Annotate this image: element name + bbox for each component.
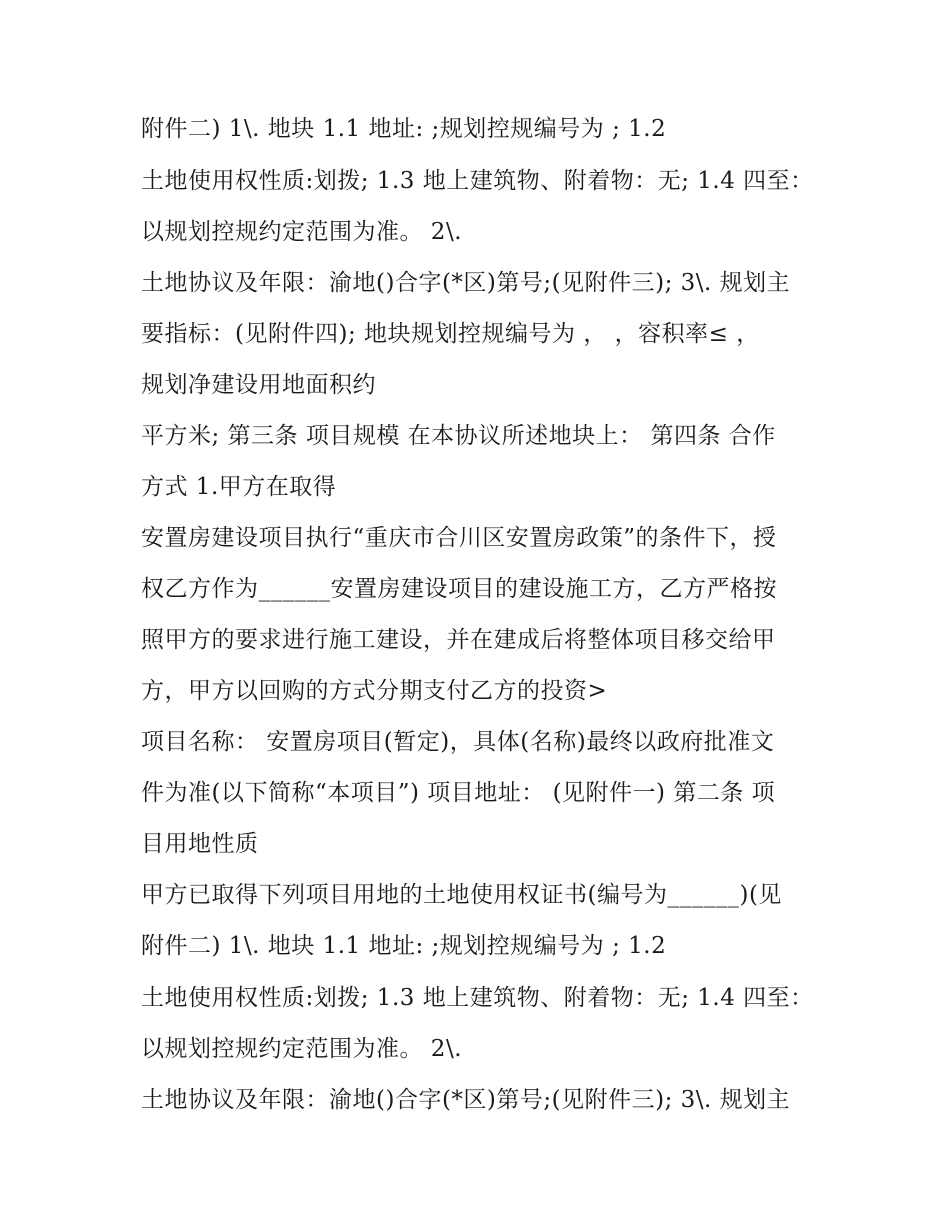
text-line: 项目名称： 安置房项目(暂定)，具体(名称)最终以政府批准文 [141, 729, 775, 755]
text-line: 规划净建设用地面积约 [141, 372, 376, 398]
text-line: 甲方已取得下列项目用地的土地使用权证书(编号为______)(见 [141, 882, 782, 908]
text-line: 土地协议及年限：渝地()合字(*区)第号;(见附件三); 3\. 规划主 [141, 1087, 791, 1113]
text-line: 权乙方作为______安置房建设项目的建设施工方，乙方严格按 [141, 576, 777, 602]
text-line: 方式 1.甲方在取得 [141, 474, 337, 500]
text-line: 件为准(以下简称“本项目”) 项目地址： (见附件一) 第二条 项 [141, 780, 776, 806]
text-line: 附件二) 1\. 地块 1.1 地址: ;规划控规编号为 ; 1.2 [141, 116, 667, 142]
text-line: 要指标：(见附件四); 地块规划控规编号为 ， ，容积率≤ ， [141, 321, 760, 347]
text-line: 以规划控规约定范围为准。 2\. [141, 1036, 463, 1062]
text-line: 平方米; 第三条 项目规模 在本协议所述地块上： 第四条 合作 [141, 423, 776, 449]
text-line: 安置房建设项目执行“重庆市合川区安置房政策”的条件下，授 [141, 525, 777, 551]
text-line: 土地协议及年限：渝地()合字(*区)第号;(见附件三); 3\. 规划主 [141, 270, 791, 296]
text-line: 土地使用权性质:划拨; 1.3 地上建筑物、附着物：无; 1.4 四至： [141, 168, 814, 194]
text-line: 以规划控规约定范围为准。 2\. [141, 219, 463, 245]
text-line: 土地使用权性质:划拨; 1.3 地上建筑物、附着物：无; 1.4 四至： [141, 985, 814, 1011]
text-line: 目用地性质 [141, 831, 259, 857]
text-line: 照甲方的要求进行施工建设，并在建成后将整体项目移交给甲 [141, 627, 776, 653]
text-line: 附件二) 1\. 地块 1.1 地址: ;规划控规编号为 ; 1.2 [141, 933, 667, 959]
text-line: 方，甲方以回购的方式分期支付乙方的投资> [141, 678, 608, 704]
